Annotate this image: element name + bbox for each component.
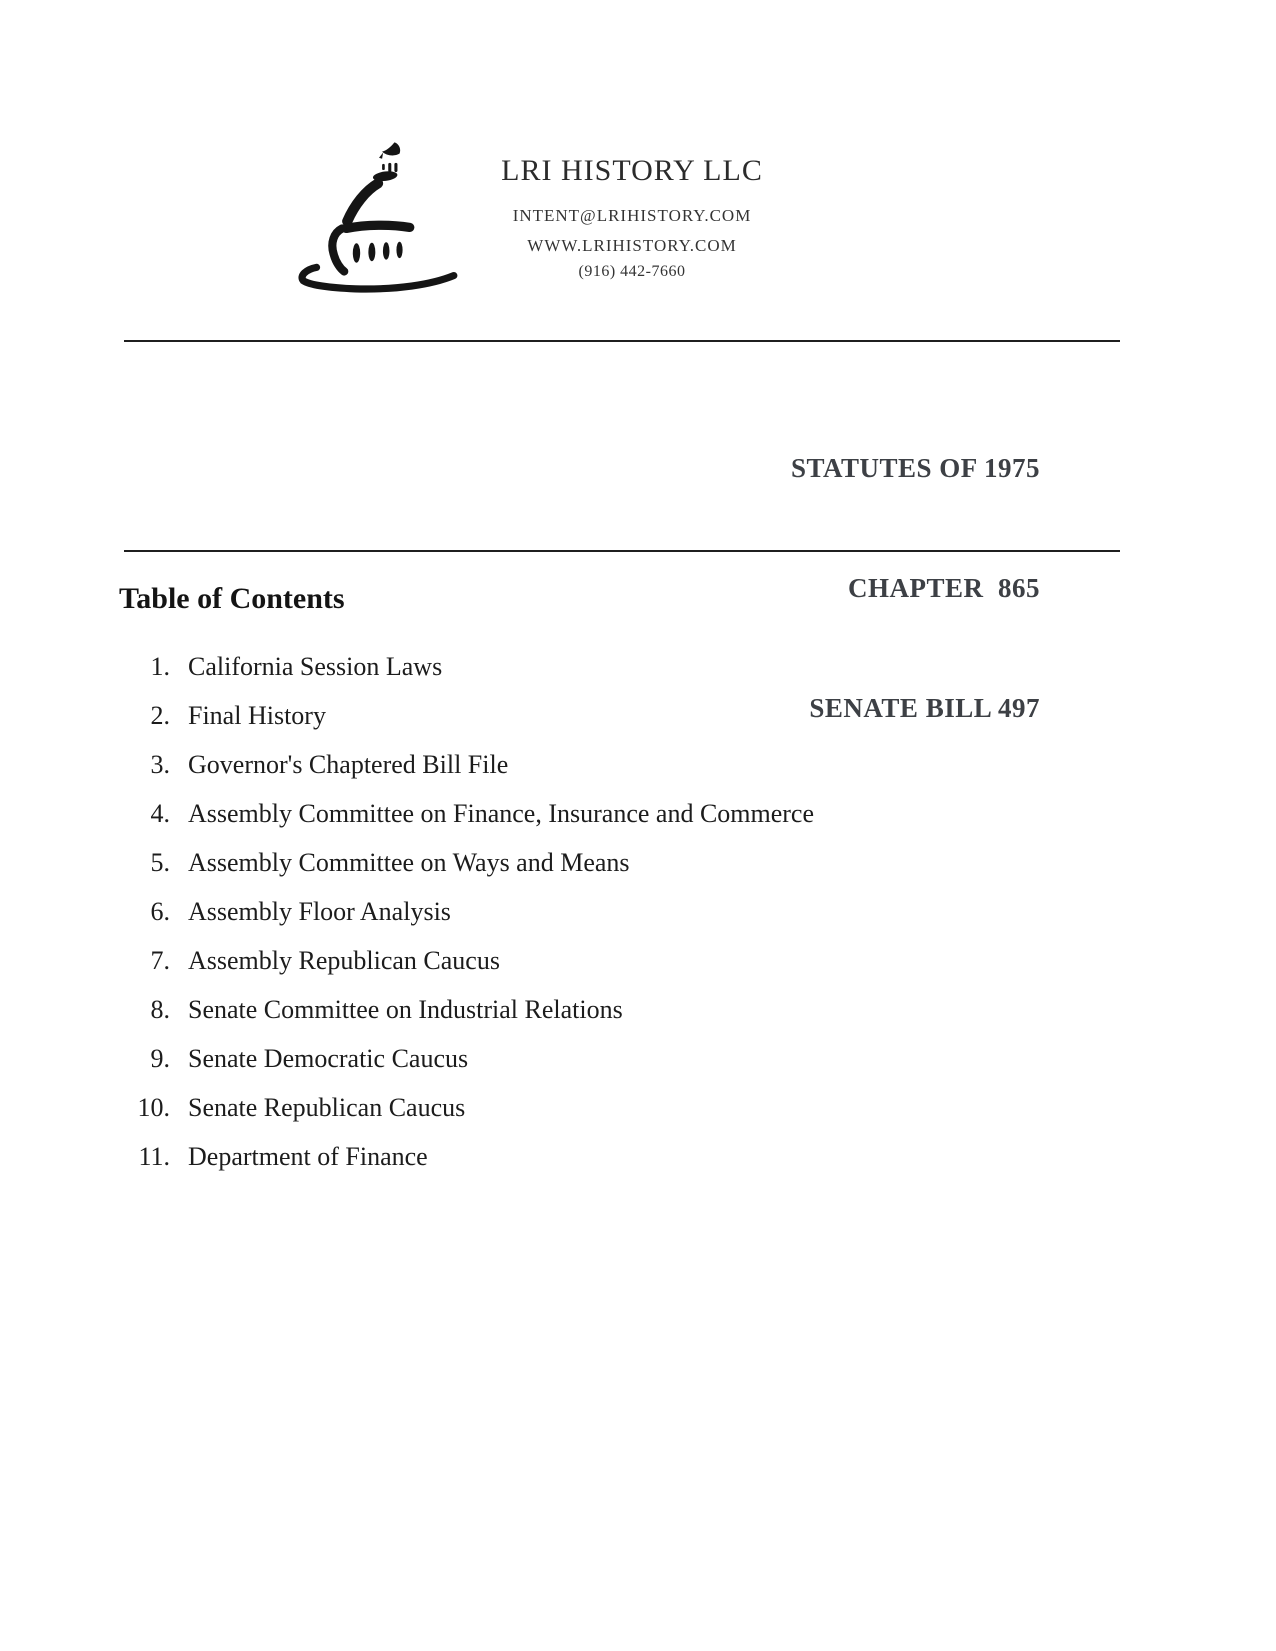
toc-item-number: 11. xyxy=(138,1142,170,1171)
company-name: LRI HISTORY LLC xyxy=(501,154,763,187)
toc-item xyxy=(119,799,814,848)
toc-item-number: 4. xyxy=(150,799,170,828)
logo-column xyxy=(353,243,360,262)
toc-item xyxy=(119,701,814,750)
toc-item-label: Assembly Committee on Ways and Means xyxy=(188,848,630,877)
toc-item-label: Senate Republican Caucus xyxy=(188,1093,466,1122)
toc-list xyxy=(119,652,814,1191)
toc-item-number: 8. xyxy=(150,995,170,1024)
toc-item-label: Senate Committee on Industrial Relations xyxy=(188,995,623,1024)
company-phone: (916) 442-7660 xyxy=(578,263,686,280)
toc-item-label: Assembly Floor Analysis xyxy=(188,897,451,926)
toc-item-number: 9. xyxy=(150,1044,170,1073)
toc-item-number: 5. xyxy=(150,848,170,877)
toc-item xyxy=(119,750,814,799)
logo-dome-base xyxy=(346,225,410,228)
toc-item xyxy=(119,897,814,946)
company-email: INTENT@LRIHISTORY.COM xyxy=(512,206,752,225)
statute-line-chapter: CHAPTER 865 xyxy=(847,573,1040,603)
divider-top xyxy=(124,340,1120,342)
toc-item xyxy=(119,946,814,995)
statute-reference xyxy=(791,368,1040,808)
toc-item-number: 2. xyxy=(150,701,170,730)
toc-item-label: Assembly Committee on Finance, Insurance and Commerce xyxy=(188,799,815,828)
logo-left-curl xyxy=(332,228,344,271)
toc-item-label: Senate Democratic Caucus xyxy=(188,1044,469,1073)
toc-item xyxy=(119,848,814,897)
toc-item-number: 1. xyxy=(150,652,170,681)
logo-column xyxy=(396,242,402,258)
toc-item xyxy=(119,995,814,1044)
logo-column xyxy=(383,242,390,259)
logo-column xyxy=(368,243,375,261)
statute-line-statutes: STATUTES OF 1975 xyxy=(790,453,1040,483)
logo-tick xyxy=(388,163,391,172)
toc-item-number: 10. xyxy=(137,1093,170,1122)
toc-item-number: 7. xyxy=(150,946,170,975)
statute-line-senate-bill: SENATE BILL 497 xyxy=(809,693,1040,723)
toc-item-label: Department of Finance xyxy=(188,1142,428,1171)
toc-item-number: 6. xyxy=(150,897,170,926)
toc-title: Table of Contents xyxy=(119,582,345,615)
toc-item xyxy=(119,1142,814,1191)
logo-dome xyxy=(347,183,378,221)
company-website: WWW.LRIHISTORY.COM xyxy=(527,236,737,255)
toc-item-label: California Session Laws xyxy=(188,652,443,681)
toc-item-label: Assembly Republican Caucus xyxy=(188,946,500,975)
logo-tick xyxy=(394,163,397,172)
toc-item xyxy=(119,652,814,701)
logo-flag xyxy=(379,142,400,158)
toc-item-number: 3. xyxy=(150,750,170,779)
toc-item-label: Governor's Chaptered Bill File xyxy=(188,750,509,779)
toc-item-label: Final History xyxy=(188,701,326,730)
toc-item xyxy=(119,1093,814,1142)
toc-item xyxy=(119,1044,814,1093)
logo-tick xyxy=(382,164,385,170)
